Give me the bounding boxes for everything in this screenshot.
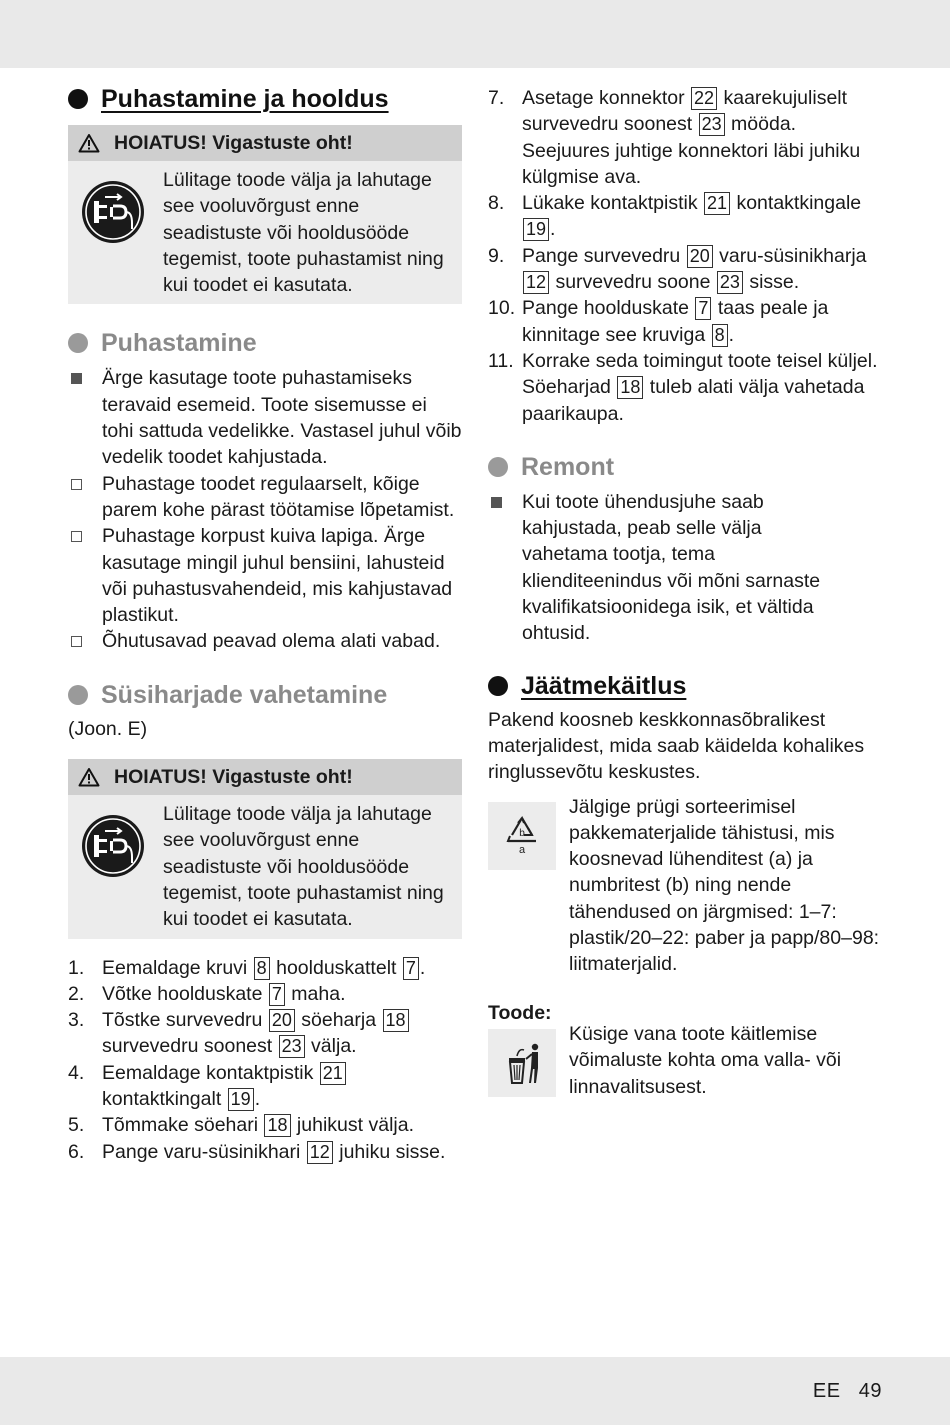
- svg-text:a: a: [518, 843, 526, 856]
- list-item: 8. Lükake kontaktpistik 21 kontaktkingale 19 .: [488, 192, 862, 241]
- list-item: 7. Asetage konnektor 22 kaarekujuliselt survevedru soonest 23 mööda. Seejuures juhtige konnektori läbi juhiku külgmise ava.: [488, 87, 861, 188]
- warning-header: HOIATUS! Vigastuste oht!: [68, 759, 462, 795]
- list-item: 10. Pange hoolduskate 7 taas peale ja kinnitage see kruviga 8 .: [488, 297, 829, 346]
- product-disposal: [488, 1022, 882, 1100]
- recycle-info: [488, 795, 882, 978]
- section-heading-disposal: Jäätmekäitlus: [488, 671, 882, 701]
- list-item: 1. Eemaldage kruvi 8 hoolduskattelt 7 .: [68, 956, 426, 979]
- list-item: Ärge kasutage toote puhastamiseks teravaid esemeid. Toote sisemusse ei tohi sattuda vedelikke. Vastasel juhul võib vedelik toodet kahjustada.: [68, 365, 462, 470]
- left-column: [68, 84, 462, 1165]
- list-item: 2. Võtke hoolduskate 7 maha.: [68, 982, 346, 1005]
- section-heading-care: Puhastamine ja hooldus: [68, 84, 462, 114]
- part-number-badge: 18: [264, 1114, 290, 1137]
- section-heading-brushes: Süsiharjade vahetamine: [68, 680, 462, 710]
- list-item: Puhastage korpust kuiva lapiga. Ärge kasutage mingil juhul bensiini, lahusteid või puhastusvahendeid, mis kahjustavad plastikut.: [68, 523, 462, 628]
- list-item: 11. Korrake seda toimingut toote teisel küljel. Söeharjad 18 tuleb alati välja vahetada paarikaupa.: [488, 349, 878, 425]
- part-number-badge: 21: [704, 192, 730, 215]
- square-bullet-icon: [71, 373, 82, 384]
- list-item: 3. Tõstke survevedru 20 söeharja 18 survevedru soonest 23 välja.: [68, 1007, 462, 1060]
- square-bullet-icon: [491, 497, 502, 508]
- part-number-badge: 12: [523, 271, 549, 294]
- part-number-badge: 23: [279, 1035, 305, 1058]
- section-heading-cleaning: Puhastamine: [68, 328, 462, 358]
- checkbox-bullet-icon: [71, 531, 82, 542]
- part-number-badge: 19: [228, 1088, 254, 1111]
- part-number-badge: 8: [712, 324, 728, 347]
- part-number-badge: 23: [717, 271, 743, 294]
- cleaning-list: [68, 365, 462, 654]
- warning-triangle-icon: [78, 133, 100, 153]
- repair-list: [488, 489, 882, 647]
- recycle-text: Jälgige prügi sorteerimisel pakkematerjalide tähistusi, mis koosnevad lühenditest (a) ja numbritest (b) ning nende tähendused on järgmised: 1–7: plastik/20–22: paber ja papp/80–98: liitmaterjalid.: [569, 795, 880, 976]
- warning-triangle-icon: [78, 767, 100, 787]
- part-number-badge: 20: [687, 245, 713, 268]
- list-item: Puhastage toodet regulaarselt, kõige parem kohe pärast töötamise lõpetamist.: [68, 471, 462, 524]
- svg-text:b: b: [519, 827, 525, 839]
- list-item: 5. Tõmmake söehari 18 juhikust välja.: [68, 1114, 414, 1137]
- bullet-dot-icon: [68, 333, 88, 353]
- part-number-badge: 7: [695, 297, 711, 320]
- product-label: Toode:: [488, 1001, 552, 1024]
- page-number: 49: [858, 1380, 882, 1402]
- section-heading-repair: Remont: [488, 452, 882, 482]
- bullet-dot-icon: [68, 89, 88, 109]
- part-number-badge: 21: [320, 1062, 346, 1085]
- bottom-margin-band: [0, 1357, 950, 1425]
- trash-bin-icon: [497, 1038, 547, 1088]
- warning-box: [68, 125, 462, 304]
- part-number-badge: 8: [254, 957, 270, 980]
- checkbox-bullet-icon: [71, 479, 82, 490]
- checkbox-bullet-icon: [71, 636, 82, 647]
- part-number-badge: 23: [699, 113, 725, 136]
- bullet-dot-icon: [68, 685, 88, 705]
- unplug-icon: [80, 813, 146, 879]
- warning-box: [68, 759, 462, 938]
- list-item: 4. Eemaldage kontaktpistik 21 kontaktkingalt 19 .: [68, 1060, 462, 1113]
- part-number-badge: 7: [269, 983, 285, 1006]
- list-item: Kui toote ühendusjuhe saab kahjustada, peab selle välja vahetama tootja, tema klienditeenindus või mõni sarnaste kvalifikatsioonidega isik, et vältida ohtusid.: [488, 489, 882, 647]
- part-number-badge: 19: [523, 218, 549, 241]
- page-footer: [813, 1378, 882, 1404]
- product-disposal-text: Küsige vana toote käitlemise võimaluste kohta oma valla- või linnavalitsusest.: [569, 1022, 842, 1098]
- disposal-text: Pakend koosneb keskkonnasõbralikest materjalidest, mida saab käidelda kohalikes ringlussevõtu keskustes.: [488, 708, 865, 784]
- steps-list-right: [488, 85, 882, 427]
- figure-reference: (Joon. E): [68, 717, 148, 740]
- top-margin-band: [0, 0, 950, 68]
- recycle-symbol: [488, 802, 556, 870]
- part-number-badge: 20: [269, 1009, 295, 1032]
- warning-text: Lülitage toode välja ja lahutage see vooluvõrgust enne seadistuste või hooldusööde tegemist, toote puhastamist ning kui toodet ei kasutata.: [163, 169, 444, 297]
- warning-text: Lülitage toode välja ja lahutage see vooluvõrgust enne seadistuste või hooldusööde tegemist, toote puhastamist ning kui toodet ei kasutata.: [163, 803, 444, 931]
- bullet-dot-icon: [488, 676, 508, 696]
- list-item: 9. Pange survevedru 20 varu-süsinikharja 12 survevedru soone 23 sisse.: [488, 244, 867, 294]
- part-number-badge: 22: [691, 87, 717, 110]
- part-number-badge: 12: [307, 1141, 333, 1164]
- trash-bin-symbol: [488, 1029, 556, 1097]
- list-item: 6. Pange varu-süsinikhari 12 juhiku sisse.: [68, 1140, 446, 1163]
- language-code: EE: [812, 1380, 841, 1402]
- right-column: [488, 84, 882, 1100]
- part-number-badge: 18: [617, 376, 643, 399]
- bullet-dot-icon: [488, 457, 508, 477]
- list-item: Õhutusavad peavad olema alati vabad.: [68, 628, 462, 654]
- steps-list-left: [68, 955, 462, 1165]
- part-number-badge: 7: [403, 957, 419, 980]
- recycle-icon: [497, 811, 547, 861]
- warning-header: HOIATUS! Vigastuste oht!: [68, 125, 462, 161]
- unplug-icon: [80, 179, 146, 245]
- part-number-badge: 18: [383, 1009, 409, 1032]
